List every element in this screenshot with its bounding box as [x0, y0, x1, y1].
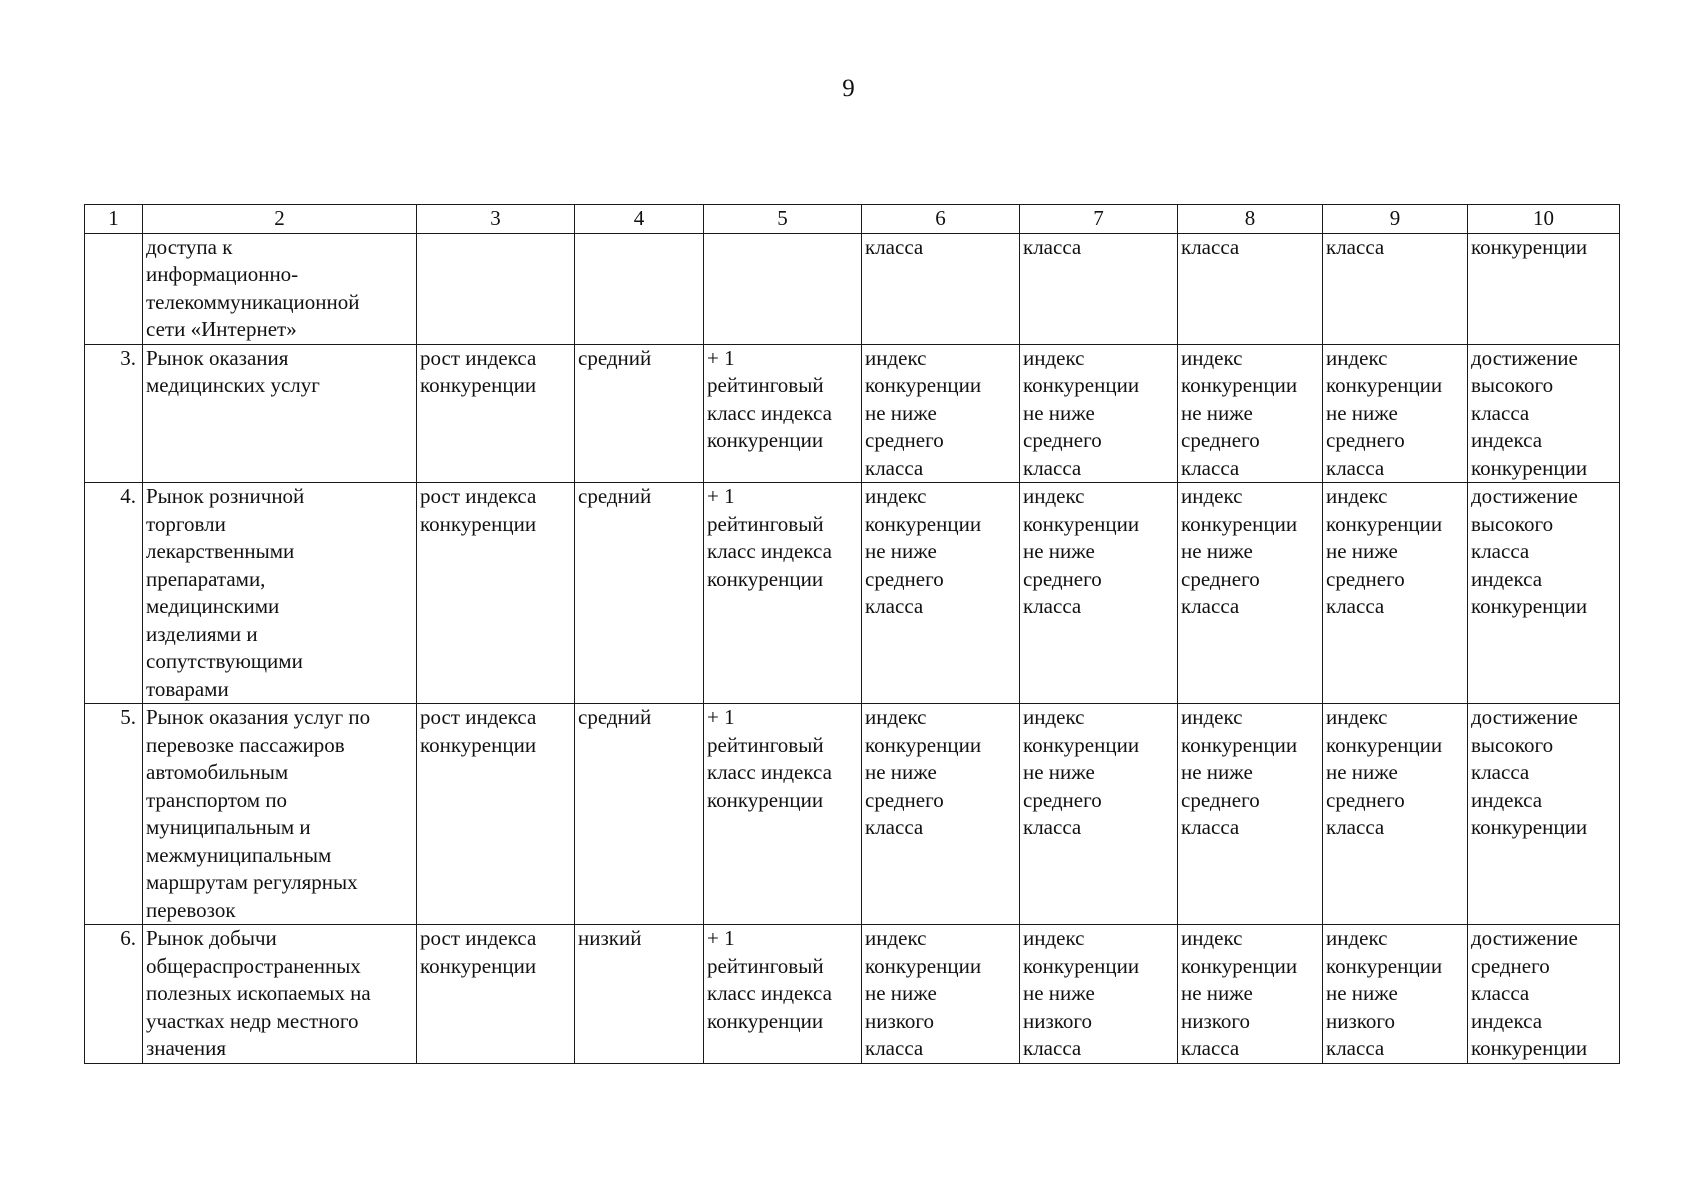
- column-header: 10: [1468, 205, 1620, 234]
- cell-text: класса: [1023, 234, 1082, 259]
- row-number: 6.: [85, 925, 143, 1064]
- cell-text: класс индекса: [707, 981, 832, 1005]
- cell-text: + 1: [707, 926, 735, 950]
- table-cell: [1323, 233, 1468, 344]
- row-number: 4.: [85, 483, 143, 704]
- cell-text: класса: [865, 1036, 924, 1060]
- cell-text: конкуренции: [1326, 732, 1443, 757]
- cell-text: индекс: [865, 484, 927, 508]
- cell-text: конкуренции: [1471, 234, 1588, 259]
- cell-text: Рынок розничной: [146, 484, 305, 508]
- cell-text: индекс: [1326, 926, 1388, 950]
- cell-text: + 1: [707, 705, 735, 729]
- table-cell: [417, 344, 575, 483]
- cell-text: не ниже: [865, 981, 937, 1005]
- table-cell: [143, 704, 417, 925]
- cell-text: рост индекса: [420, 484, 537, 508]
- cell-text: не ниже: [865, 760, 937, 784]
- cell-text: индекс: [1023, 345, 1085, 370]
- cell-text: среднего: [1181, 428, 1260, 452]
- column-header: 4: [575, 205, 704, 234]
- cell-text: класса: [1471, 760, 1530, 784]
- cell-text: конкуренции: [707, 787, 824, 812]
- table-cell: [704, 233, 862, 344]
- cell-text: индекс: [1326, 345, 1388, 370]
- cell-text: препаратами,: [146, 566, 266, 591]
- table-cell: [575, 344, 704, 483]
- cell-text: конкуренции: [1181, 511, 1298, 536]
- cell-text: достижение: [1471, 484, 1578, 508]
- cell-text: индекс: [1181, 926, 1243, 950]
- cell-text: класса: [1326, 815, 1385, 839]
- cell-text: высокого: [1471, 511, 1554, 536]
- cell-text: класса: [865, 455, 924, 480]
- cell-text: конкуренции: [1181, 373, 1298, 397]
- cell-text: не ниже: [1023, 981, 1095, 1005]
- table-body: [85, 233, 1620, 1063]
- cell-text: конкуренции: [1326, 511, 1443, 536]
- cell-text: достижение: [1471, 345, 1578, 370]
- cell-text: не ниже: [865, 400, 937, 425]
- cell-text: индекс: [1023, 484, 1085, 508]
- table-cell: [575, 704, 704, 925]
- cell-text: низкого: [1181, 1008, 1250, 1033]
- cell-text: низкого: [1023, 1008, 1092, 1033]
- table-cell: [1468, 704, 1620, 925]
- table-cell: [1020, 233, 1178, 344]
- cell-text: конкуренции: [420, 732, 537, 757]
- row-number: [85, 233, 143, 344]
- cell-text: конкуренции: [1023, 511, 1140, 536]
- cell-text: класса: [1326, 234, 1385, 259]
- table-cell: [1178, 704, 1323, 925]
- cell-text: низкий: [578, 926, 642, 950]
- cell-text: не ниже: [1023, 539, 1095, 563]
- cell-text: не ниже: [1326, 760, 1398, 784]
- table-cell: [704, 483, 862, 704]
- cell-text: перевозке пассажиров: [146, 732, 345, 757]
- indicators-table: [84, 204, 1620, 1064]
- cell-text: индекса: [1471, 1008, 1543, 1033]
- table-cell: [575, 483, 704, 704]
- cell-text: класса: [1326, 455, 1385, 480]
- cell-text: общераспространенных: [146, 953, 361, 978]
- table-cell: [1323, 704, 1468, 925]
- cell-text: среднего: [1023, 566, 1102, 591]
- cell-text: конкуренции: [1023, 373, 1140, 397]
- cell-text: + 1: [707, 345, 735, 370]
- cell-text: класса: [865, 594, 924, 618]
- column-header: 5: [704, 205, 862, 234]
- cell-text: конкуренции: [1471, 594, 1588, 618]
- cell-text: не ниже: [1023, 400, 1095, 425]
- cell-text: торговли: [146, 511, 226, 536]
- cell-text: не ниже: [1181, 760, 1253, 784]
- column-header: 9: [1323, 205, 1468, 234]
- cell-text: не ниже: [1326, 539, 1398, 563]
- cell-text: Рынок оказания услуг по: [146, 705, 371, 729]
- cell-text: конкуренции: [1023, 732, 1140, 757]
- column-header: 2: [143, 205, 417, 234]
- header-row: [85, 205, 1620, 234]
- cell-text: среднего: [1326, 787, 1405, 812]
- table-row: [85, 704, 1620, 925]
- cell-text: рейтинговый: [707, 953, 824, 978]
- cell-text: класса: [1471, 400, 1530, 425]
- column-header: 7: [1020, 205, 1178, 234]
- cell-text: не ниже: [1326, 400, 1398, 425]
- cell-text: класса: [1471, 981, 1530, 1005]
- cell-text: доступа к: [146, 234, 233, 259]
- cell-text: класса: [1181, 1036, 1240, 1060]
- column-header: 1: [85, 205, 143, 234]
- cell-text: конкуренции: [865, 511, 982, 536]
- cell-text: рост индекса: [420, 345, 537, 370]
- cell-text: полезных ископаемых на: [146, 981, 371, 1005]
- table-cell: [704, 704, 862, 925]
- table-cell: [417, 704, 575, 925]
- cell-text: медицинских услуг: [146, 373, 320, 397]
- cell-text: конкуренции: [865, 732, 982, 757]
- cell-text: среднего: [865, 428, 944, 452]
- cell-text: конкуренции: [1181, 732, 1298, 757]
- table-cell: [143, 925, 417, 1064]
- cell-text: низкого: [865, 1008, 934, 1033]
- cell-text: среднего: [1023, 428, 1102, 452]
- column-header: 8: [1178, 205, 1323, 234]
- table-row: [85, 233, 1620, 344]
- cell-text: конкуренции: [1471, 815, 1588, 839]
- table-cell: [704, 925, 862, 1064]
- cell-text: индекса: [1471, 787, 1543, 812]
- cell-text: конкуренции: [865, 953, 982, 978]
- cell-text: конкуренции: [1471, 455, 1588, 480]
- table-cell: [575, 233, 704, 344]
- cell-text: среднего: [865, 566, 944, 591]
- cell-text: класса: [1023, 594, 1082, 618]
- table-cell: [1323, 483, 1468, 704]
- table-cell: [417, 233, 575, 344]
- cell-text: значения: [146, 1036, 227, 1060]
- cell-text: сети «Интернет»: [146, 317, 297, 341]
- cell-text: конкуренции: [1326, 953, 1443, 978]
- cell-text: муниципальным и: [146, 815, 311, 839]
- cell-text: достижение: [1471, 705, 1578, 729]
- table-cell: [417, 483, 575, 704]
- cell-text: среднего: [1471, 953, 1550, 978]
- cell-text: индекс: [1023, 705, 1085, 729]
- cell-text: конкуренции: [707, 566, 824, 591]
- table-cell: [1020, 344, 1178, 483]
- cell-text: индекс: [865, 926, 927, 950]
- cell-text: класса: [1471, 539, 1530, 563]
- table-cell: [1468, 233, 1620, 344]
- cell-text: индекса: [1471, 428, 1543, 452]
- cell-text: низкого: [1326, 1008, 1395, 1033]
- table-cell: [1178, 233, 1323, 344]
- cell-text: не ниже: [865, 539, 937, 563]
- cell-text: класс индекса: [707, 400, 832, 425]
- cell-text: не ниже: [1326, 981, 1398, 1005]
- cell-text: рост индекса: [420, 926, 537, 950]
- cell-text: не ниже: [1181, 400, 1253, 425]
- cell-text: рейтинговый: [707, 511, 824, 536]
- table-cell: [1020, 704, 1178, 925]
- cell-text: не ниже: [1181, 539, 1253, 563]
- cell-text: среднего: [1181, 787, 1260, 812]
- cell-text: индекс: [1181, 345, 1243, 370]
- page-number: 9: [842, 75, 855, 102]
- cell-text: конкуренции: [1181, 953, 1298, 978]
- cell-text: изделиями и: [146, 621, 258, 646]
- cell-text: индекс: [865, 705, 927, 729]
- table-cell: [1178, 483, 1323, 704]
- cell-text: лекарственными: [146, 539, 295, 563]
- cell-text: Рынок добычи: [146, 926, 277, 950]
- table-cell: [862, 344, 1020, 483]
- cell-text: товарами: [146, 676, 229, 701]
- table-cell: [1468, 483, 1620, 704]
- cell-text: индекс: [1181, 484, 1243, 508]
- table-cell: [417, 925, 575, 1064]
- table-cell: [1020, 483, 1178, 704]
- cell-text: средний: [578, 484, 652, 508]
- table-cell: [1178, 925, 1323, 1064]
- cell-text: маршрутам регулярных: [146, 870, 358, 894]
- table-cell: [862, 233, 1020, 344]
- cell-text: класса: [1181, 455, 1240, 480]
- cell-text: класса: [1181, 594, 1240, 618]
- cell-text: индекс: [865, 345, 927, 370]
- table-cell: [862, 483, 1020, 704]
- table-cell: [143, 483, 417, 704]
- cell-text: межмуниципальным: [146, 842, 332, 867]
- table-cell: [1178, 344, 1323, 483]
- cell-text: рост индекса: [420, 705, 537, 729]
- table-cell: [143, 233, 417, 344]
- cell-text: среднего: [1023, 787, 1102, 812]
- table-row: [85, 925, 1620, 1064]
- cell-text: конкуренции: [420, 953, 537, 978]
- cell-text: конкуренции: [420, 511, 537, 536]
- table-cell: [1468, 925, 1620, 1064]
- cell-text: класс индекса: [707, 539, 832, 563]
- cell-text: класса: [865, 815, 924, 839]
- row-number: 3.: [85, 344, 143, 483]
- cell-text: информационно-: [146, 262, 299, 286]
- cell-text: среднего: [865, 787, 944, 812]
- cell-text: конкуренции: [707, 1008, 824, 1033]
- table-cell: [1323, 344, 1468, 483]
- table-cell: [1323, 925, 1468, 1064]
- cell-text: класса: [1181, 815, 1240, 839]
- cell-text: конкуренции: [1326, 373, 1443, 397]
- cell-text: высокого: [1471, 373, 1554, 397]
- cell-text: телекоммуникационной: [146, 289, 360, 314]
- cell-text: класса: [1326, 594, 1385, 618]
- cell-text: перевозок: [146, 897, 236, 922]
- cell-text: среднего: [1181, 566, 1260, 591]
- cell-text: конкуренции: [865, 373, 982, 397]
- cell-text: класса: [1023, 455, 1082, 480]
- cell-text: индекс: [1326, 484, 1388, 508]
- table-cell: [143, 344, 417, 483]
- cell-text: Рынок оказания: [146, 345, 289, 370]
- cell-text: средний: [578, 705, 652, 729]
- cell-text: среднего: [1326, 566, 1405, 591]
- cell-text: конкуренции: [1471, 1036, 1588, 1060]
- table-cell: [575, 925, 704, 1064]
- cell-text: индекс: [1023, 926, 1085, 950]
- cell-text: конкуренции: [420, 373, 537, 397]
- cell-text: средний: [578, 345, 652, 370]
- table-cell: [1020, 925, 1178, 1064]
- cell-text: конкуренции: [707, 428, 824, 452]
- table-cell: [1468, 344, 1620, 483]
- table-cell: [862, 704, 1020, 925]
- table-row: [85, 344, 1620, 483]
- row-number: 5.: [85, 704, 143, 925]
- table-row: [85, 483, 1620, 704]
- column-header: 3: [417, 205, 575, 234]
- cell-text: автомобильным: [146, 760, 289, 784]
- cell-text: медицинскими: [146, 594, 280, 618]
- cell-text: транспортом по: [146, 787, 288, 812]
- cell-text: конкуренции: [1023, 953, 1140, 978]
- cell-text: высокого: [1471, 732, 1554, 757]
- cell-text: рейтинговый: [707, 732, 824, 757]
- cell-text: рейтинговый: [707, 373, 824, 397]
- cell-text: класса: [1181, 234, 1240, 259]
- cell-text: индекс: [1181, 705, 1243, 729]
- cell-text: достижение: [1471, 926, 1578, 950]
- cell-text: сопутствующими: [146, 649, 303, 673]
- table-cell: [704, 344, 862, 483]
- table-cell: [862, 925, 1020, 1064]
- cell-text: индекса: [1471, 566, 1543, 591]
- cell-text: класса: [1326, 1036, 1385, 1060]
- cell-text: + 1: [707, 484, 735, 508]
- cell-text: не ниже: [1023, 760, 1095, 784]
- cell-text: класса: [865, 234, 924, 259]
- cell-text: участках недр местного: [146, 1008, 359, 1033]
- cell-text: индекс: [1326, 705, 1388, 729]
- cell-text: не ниже: [1181, 981, 1253, 1005]
- column-header: 6: [862, 205, 1020, 234]
- cell-text: класса: [1023, 1036, 1082, 1060]
- cell-text: среднего: [1326, 428, 1405, 452]
- cell-text: класс индекса: [707, 760, 832, 784]
- cell-text: класса: [1023, 815, 1082, 839]
